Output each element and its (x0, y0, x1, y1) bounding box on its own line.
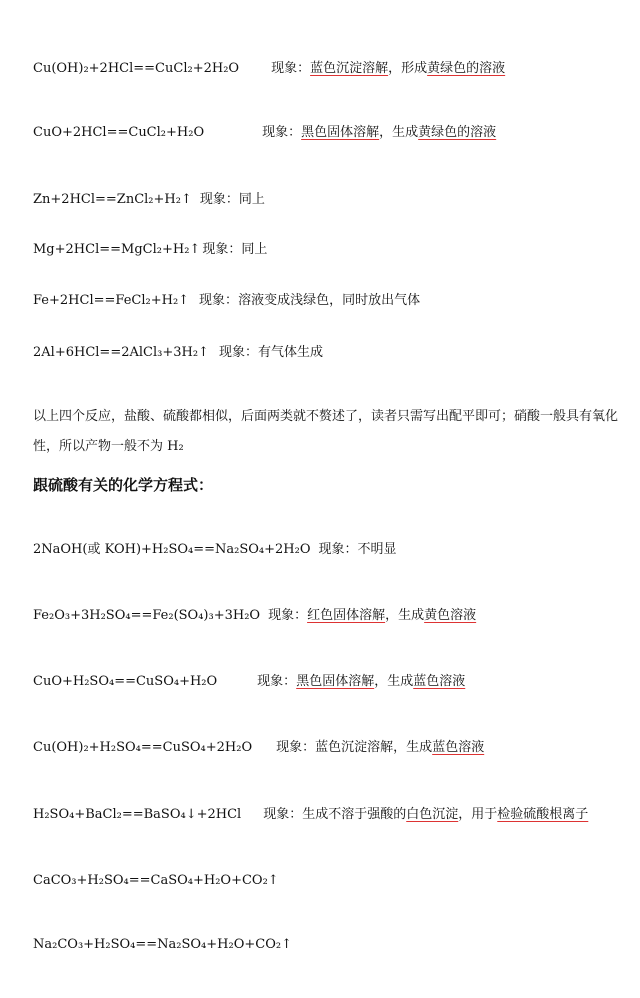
equation-text: H₂SO₄+BaCl₂==BaSO₄↓+2HCl (33, 807, 242, 822)
observation-label: 现象： (268, 608, 308, 623)
equation-text: Fe+2HCl==FeCl₂+H₂↑ (33, 293, 190, 308)
observation-text: 同上 (241, 242, 268, 257)
observation-label: 现象： (262, 125, 302, 140)
observation-text: 同上 (238, 192, 265, 207)
observation-label: 现象： (199, 192, 239, 207)
observation-label: 现象： (318, 542, 358, 557)
observation-text: ，生成 (379, 125, 419, 140)
equation-text: Mg+2HCl==MgCl₂+H₂↑ (33, 242, 201, 257)
observation-text: ，形成 (388, 61, 428, 76)
observation (202, 242, 267, 258)
observation-text: 蓝色溶液 (413, 674, 466, 689)
observation (219, 345, 323, 361)
observation-text: ，生成 (393, 740, 433, 755)
observation-text: 黄色溶液 (424, 608, 477, 623)
observation-text: 黑色固体溶解 (296, 674, 375, 689)
equation-line (33, 242, 267, 258)
equation-text: CuO+H₂SO₄==CuSO₄+H₂O (33, 674, 218, 689)
observation-text: 生成不溶于强酸的 (302, 807, 407, 822)
observation (263, 807, 588, 823)
observation-label: 现象： (199, 293, 239, 308)
note-paragraph: 以上四个反应，盐酸、硫酸都相似，后面两类就不赘述了，读者只需写出配平即可；硝酸一般具有氧化性，所以产物一般不为 H₂ (33, 409, 619, 454)
observation-label: 现象： (276, 740, 316, 755)
observation-text: 蓝色溶液 (432, 740, 485, 755)
equation-line (33, 542, 397, 558)
equation-text: Zn+2HCl==ZnCl₂+H₂↑ (33, 192, 192, 207)
equation-text: Na₂CO₃+H₂SO₄==Na₂SO₄+H₂O+CO₂↑ (33, 937, 292, 952)
equation-text: 2Al+6HCl==2AlCl₃+3H₂↑ (33, 345, 209, 360)
observation (268, 608, 476, 624)
equation-text: Cu(OH)₂+2HCl==CuCl₂+2H₂O (33, 61, 240, 76)
observation (199, 293, 420, 309)
observation (200, 192, 265, 208)
equation-line (33, 608, 476, 624)
observation (262, 125, 496, 141)
observation (276, 740, 484, 756)
equation-text: CaCO₃+H₂SO₄==CaSO₄+H₂O+CO₂↑ (33, 873, 279, 888)
equation-line (33, 740, 484, 756)
observation-text: 不明显 (357, 542, 397, 557)
equation-line (33, 61, 505, 77)
observation-text: 黄绿色的溶液 (427, 61, 506, 76)
observation-text: ，生成 (385, 608, 425, 623)
equation-line (33, 937, 292, 953)
observation-label: 现象： (202, 242, 242, 257)
equation-line (33, 293, 420, 309)
observation (271, 61, 505, 77)
section-heading: 跟硫酸有关的化学方程式： (33, 476, 214, 494)
observation-text: 蓝色沉淀溶解 (310, 61, 389, 76)
observation-text: ，用于 (458, 807, 498, 822)
observation-text: ，生成 (374, 674, 414, 689)
observation-label: 现象： (263, 807, 303, 822)
observation (257, 674, 465, 690)
observation-text: 检验硫酸根离子 (497, 807, 589, 822)
equation-line (33, 674, 465, 690)
observation-text: 有气体生成 (257, 345, 323, 360)
observation-label: 现象： (271, 61, 311, 76)
observation-label: 现象： (218, 345, 258, 360)
observation (319, 542, 397, 558)
equation-line (33, 125, 496, 141)
equation-line (33, 807, 588, 823)
equation-text: Cu(OH)₂+H₂SO₄==CuSO₄+2H₂O (33, 740, 253, 755)
equation-line (33, 192, 265, 208)
equation-line (33, 873, 279, 889)
observation-text: 红色固体溶解 (307, 608, 386, 623)
observation-text: 溶液变成浅绿色，同时放出气体 (238, 293, 421, 308)
observation-text: 蓝色沉淀溶解 (315, 740, 394, 755)
observation-text: 黄绿色的溶液 (418, 125, 497, 140)
observation-label: 现象： (257, 674, 297, 689)
observation-text: 白色沉淀 (406, 807, 459, 822)
equation-line (33, 345, 323, 361)
equation-text: 2NaOH(或 KOH)+H₂SO₄==Na₂SO₄+2H₂O (33, 542, 311, 557)
observation-text: 黑色固体溶解 (301, 125, 380, 140)
equation-text: CuO+2HCl==CuCl₂+H₂O (33, 125, 205, 140)
equation-text: Fe₂O₃+3H₂SO₄==Fe₂(SO₄)₃+3H₂O (33, 608, 261, 623)
